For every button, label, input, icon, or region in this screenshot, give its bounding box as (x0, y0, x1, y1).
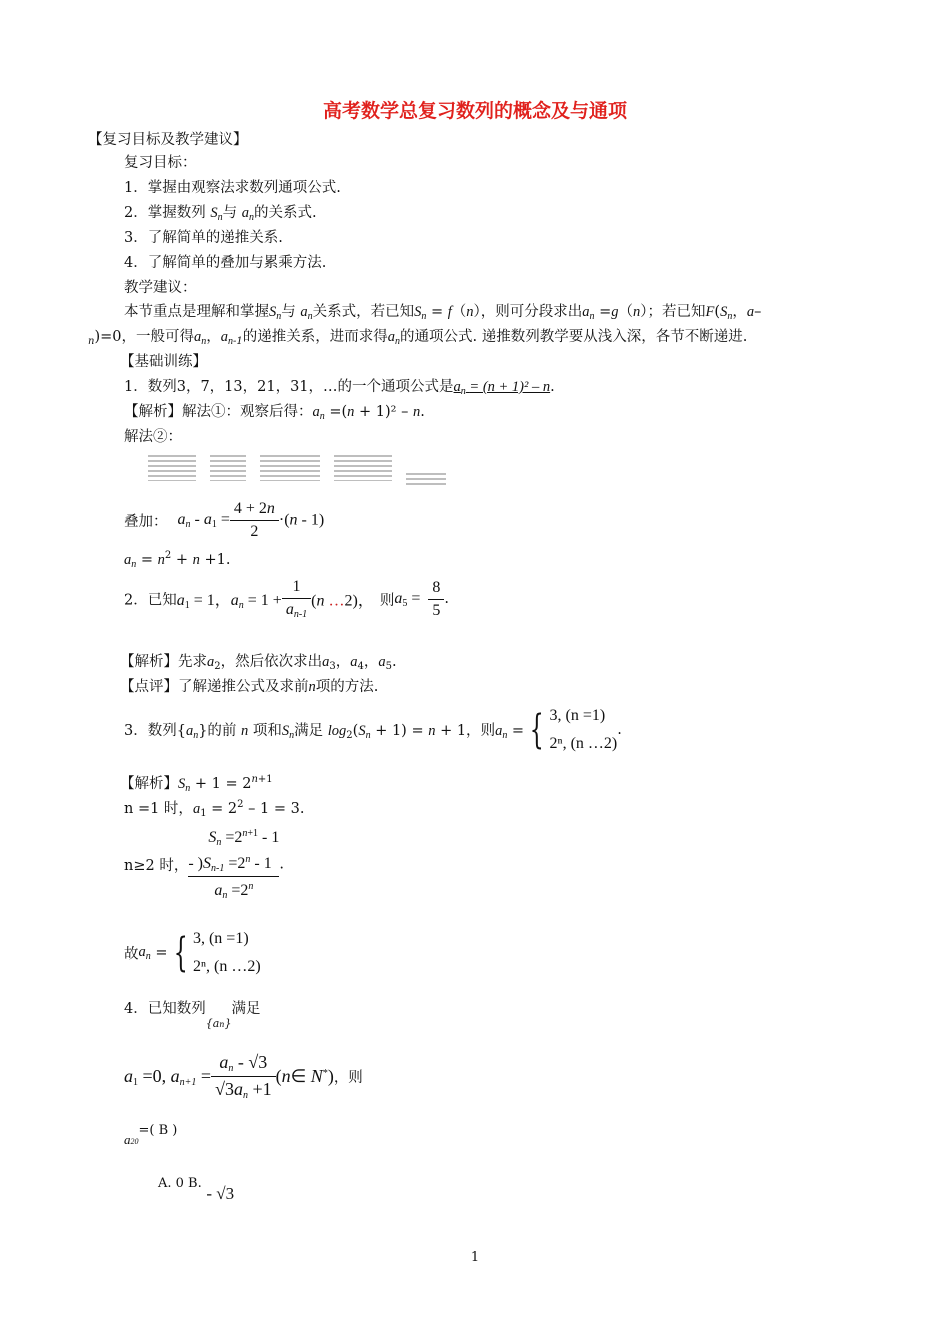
page-number: 1 (470, 1250, 480, 1265)
teach-paragraph-line2: $_n$)=0，一般可得$a_n$，$a_{n-1}$的递推关系，进而求得$a_n$的通项公式. 递推数列教学要从浅入深，各节不断递进. (88, 329, 748, 347)
summation-line: 叠加： $a_n - a_1$ = $\frac{4 + 2n}{2}$ ·(n - 1) (124, 500, 325, 540)
section-heading-goals: 【复习目标及教学建议】 (88, 132, 248, 148)
question-4: 4．已知数列$_{\{an\}}$满足 (124, 1001, 261, 1030)
question-1: 1．数列3，7，13，21，31，…的一个通项公式是$a_n = (n + 1)^2 - n$. (124, 379, 555, 397)
goal-4: 4．了解简单的叠加与累乘方法. (124, 255, 327, 271)
summation-result: $a_n = n^2 + n +1$. (124, 550, 231, 570)
teach-paragraph-line1: 本节重点是理解和掌握$S_n$与 $a_n$关系式，若已知$S_n = f(n)$，则可分段求出$a_n =g(n)$；若已知$F(S_n$，a– (124, 304, 762, 322)
goals-label: 复习目标： (124, 155, 197, 171)
analysis-3: 【解析】$S_n + 1 = 2^{n+1}$ (120, 774, 273, 794)
analysis-1-method2: 解法②： (124, 429, 182, 445)
section-heading-basic: 【基础训练】 (120, 354, 207, 370)
analysis-3-n2: n≥2 时， $S_n =2^{n+1} - 1$ - )$S_{n-1} =2^n - 1$ $a_n =2^n$ . (124, 828, 284, 901)
question-4-answer: a20=( B ) (124, 1123, 178, 1147)
goal-3: 3．了解简单的递推关系. (124, 230, 283, 246)
blurred-formula-image (148, 455, 466, 485)
analysis-2: 【解析】先求$a_2$，然后依次求出$a_3$，$a_4$，$a_5$. (120, 654, 397, 672)
question-3: 3．数列$\{a_n\}$的前 n 项和$S_n$满足 $\log_2(S_n + 1) = n + 1$，则$a_n$ = { 3, (n =1) 2ⁿ, (n …2) . (124, 707, 622, 753)
teach-label: 教学建议： (124, 280, 197, 296)
therefore-3: 故$a_n$ = { 3, (n =1) 2ⁿ, (n …2) (124, 930, 261, 976)
analysis-1: 【解析】解法①：观察后得：$a_n =(n + 1)^2 - n$. (124, 404, 425, 422)
question-4-formula: $a_1 =0$, $a_{n+1}$ = $\frac{a_n - √3}{√3a_n +1}$ (n∈ N*)，则 (124, 1052, 363, 1101)
page-title: 高考数学总复习数列的概念及与通项 (322, 100, 627, 122)
question-4-options: A. 0 B. - √3 (158, 1176, 235, 1203)
analysis-3-n1: n =1 时，$a_1 = 2^2 - 1 = 3$. (124, 799, 305, 819)
comment-2: 【点评】了解递推公式及求前n项的方法. (120, 679, 379, 695)
goal-2: 2．掌握数列 $S_n$与 $a_n$的关系式. (124, 205, 317, 223)
goal-1: 1．掌握由观察法求数列通项公式. (124, 180, 341, 196)
question-2: 2．已知$a_1 = 1$，$a_n = 1$ + $\frac{1}{a_{n-1}}$ (n …2)， 则$a_5$ = $\frac{8}{5}$ . (124, 578, 449, 620)
